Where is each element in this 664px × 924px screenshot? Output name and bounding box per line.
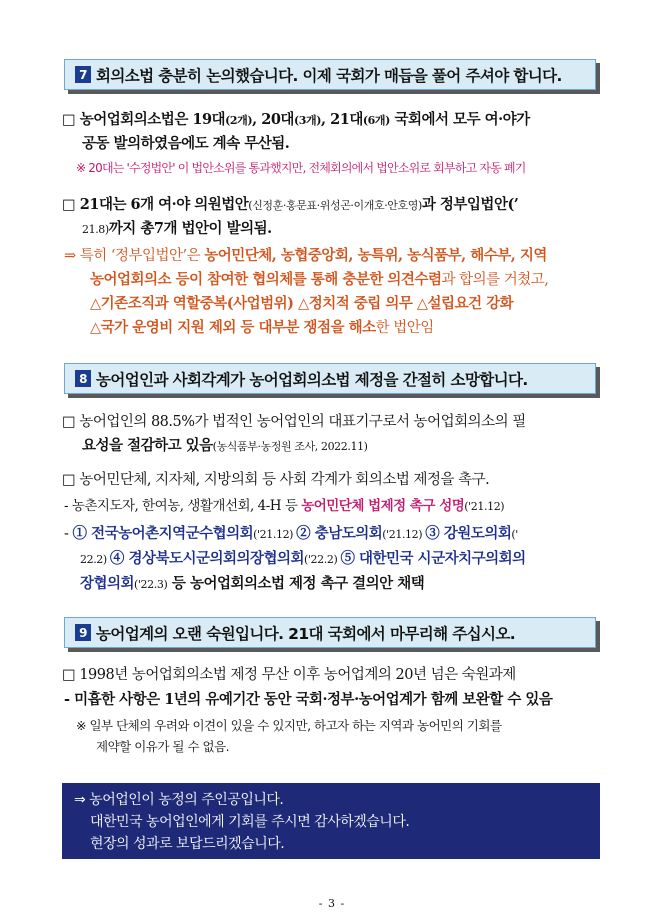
paragraph-line — [62, 412, 526, 432]
text: (3개) — [293, 114, 322, 127]
text: - — [64, 526, 73, 542]
closing-line: 대한민국 농어업인에게 기회를 주시면 감사하겠습니다. — [90, 814, 410, 830]
text: (6개) — [362, 114, 390, 127]
footnote: ※ 일부 단체의 우려와 이견이 있을 수 있지만, 하고자 하는 지역과 농어민의 기회를 — [76, 718, 502, 733]
text: 등 농어업회의소법 제정 촉구 결의안 채택 — [167, 575, 425, 592]
paragraph-line — [62, 195, 518, 216]
page-number: - 3 - — [318, 897, 346, 910]
paragraph-line — [82, 219, 272, 240]
section-8-header — [64, 363, 596, 394]
text: 22.2) — [80, 553, 110, 566]
checkbox-bullet: □ — [62, 414, 76, 430]
section-9-header — [64, 617, 596, 648]
text: ('22.2) — [304, 553, 341, 566]
text: (' — [511, 528, 518, 541]
emphasis-line: △기존조직과 역할중복(사업범위) △정치적 중립 의무 △설립요건 강화 — [90, 295, 514, 312]
text: ⑤ 대한민국 시군자치구의회의 — [340, 550, 526, 567]
emphasis-line — [90, 318, 434, 338]
text: 21대는 6개 여·야 의원법안 — [79, 196, 249, 213]
emphasis-line — [64, 246, 547, 266]
text: 농어업회의소법은 19대 — [79, 111, 226, 128]
text: 한 법안임 — [375, 320, 434, 336]
paragraph-line — [82, 436, 368, 457]
text: △국가 운영비 지원 제외 등 대부분 쟁점을 해소 — [90, 319, 376, 336]
closing-line: 현장의 성과로 보답드리겠습니다. — [90, 836, 285, 852]
text: - 농촌지도자, 한여농, 생활개선회, 4-H 등 — [64, 498, 302, 514]
text: , 21대 — [321, 111, 363, 128]
section-7-header — [64, 59, 596, 90]
text: (농식품부·농정원 조사, 2022.11) — [212, 440, 368, 453]
text: ② 충남도의회 — [296, 525, 383, 542]
dash-item: - 미흡한 사항은 1년의 유예기간 동안 국회·정부·농어업계가 함께 보완할 수 있음 — [64, 691, 553, 708]
checkbox-bullet: □ — [62, 196, 76, 213]
text: (2개) — [225, 114, 253, 127]
text: 농어민단체, 농협중앙회, 농특위, 농식품부, 해수부, 지역 — [204, 247, 547, 264]
text: 요성을 절감하고 있음 — [82, 437, 213, 454]
text: 과 정부입법안(’ — [421, 196, 519, 213]
text: 장협의회 — [80, 575, 135, 592]
footnote: ※ 20대는 '수정법안' 이 법안소위를 통과했지만, 전체회의에서 법안소위로 회부하고 자동 폐기 — [76, 161, 526, 175]
checkbox-bullet: □ — [62, 667, 76, 683]
paragraph-line: 공동 발의하였음에도 계속 무산됨. — [82, 135, 290, 152]
text: 농어민단체, 지자체, 지방의회 등 사회 각계가 회의소법 제정을 촉구. — [79, 472, 490, 488]
text: ('21.12) — [253, 528, 297, 541]
section-number-badge: 9 — [75, 624, 91, 641]
text: ① 전국농어촌지역군수협의회 — [72, 525, 254, 542]
text: 21.8) — [82, 223, 109, 236]
text: 과 합의를 거쳤고, — [441, 272, 549, 288]
checkbox-bullet: □ — [62, 472, 76, 488]
checkbox-bullet: □ — [62, 111, 76, 128]
text: ④ 경상북도시군의회의장협의회 — [109, 550, 305, 567]
text: (신정훈·홍문표·위성곤·이개호·안호영) — [248, 199, 422, 212]
dash-item — [64, 524, 518, 545]
section-number-badge: 7 — [75, 66, 91, 83]
dash-item-continued — [80, 549, 526, 570]
dash-item — [64, 496, 504, 517]
emphasis-line — [90, 270, 548, 290]
text: 1998년 농어업회의소법 제정 무산 이후 농어업계의 20년 넘은 숙원과제 — [79, 667, 516, 683]
section-number-badge: 8 — [75, 370, 91, 387]
closing-line: ⇒ 농어업인이 농정의 주인공입니다. — [74, 792, 284, 808]
closing-message-box — [62, 783, 600, 859]
text: 농어업회의소 등이 참여한 협의체를 통해 충분한 의견수렴 — [90, 271, 442, 288]
dash-item-continued — [80, 574, 424, 595]
text: , 20대 — [252, 111, 294, 128]
text: ⇒ 특히 ‘정부입법안’은 — [64, 248, 205, 264]
text: 농어민단체 법제정 촉구 성명 — [301, 498, 465, 514]
text: ('22.3) — [134, 578, 168, 591]
paragraph-line — [62, 665, 516, 685]
text: 농어업인의 88.5%가 법적인 농어업인의 대표기구로서 농어업회의소의 필 — [79, 414, 526, 430]
section-title: 농어업인과 사회각계가 농어업회의소법 제정을 간절히 소망합니다. — [96, 370, 528, 389]
paragraph-line — [62, 110, 530, 131]
section-title: 농어업계의 오랜 숙원입니다. 21대 국회에서 마무리해 주십시오. — [96, 624, 516, 643]
text: ('21.12) — [382, 528, 426, 541]
text: 까지 총7개 법안이 발의됨. — [108, 220, 272, 237]
text: 국회에서 모두 여·야가 — [389, 111, 530, 128]
paragraph-line — [62, 470, 489, 490]
text: ③ 강원도의회 — [425, 525, 512, 542]
text: ('21.12) — [464, 500, 505, 513]
section-title: 회의소법 충분히 논의했습니다. 이제 국회가 매듭을 풀어 주셔야 합니다. — [96, 66, 562, 85]
footnote: 제약할 이유가 될 수 없음. — [96, 739, 230, 754]
